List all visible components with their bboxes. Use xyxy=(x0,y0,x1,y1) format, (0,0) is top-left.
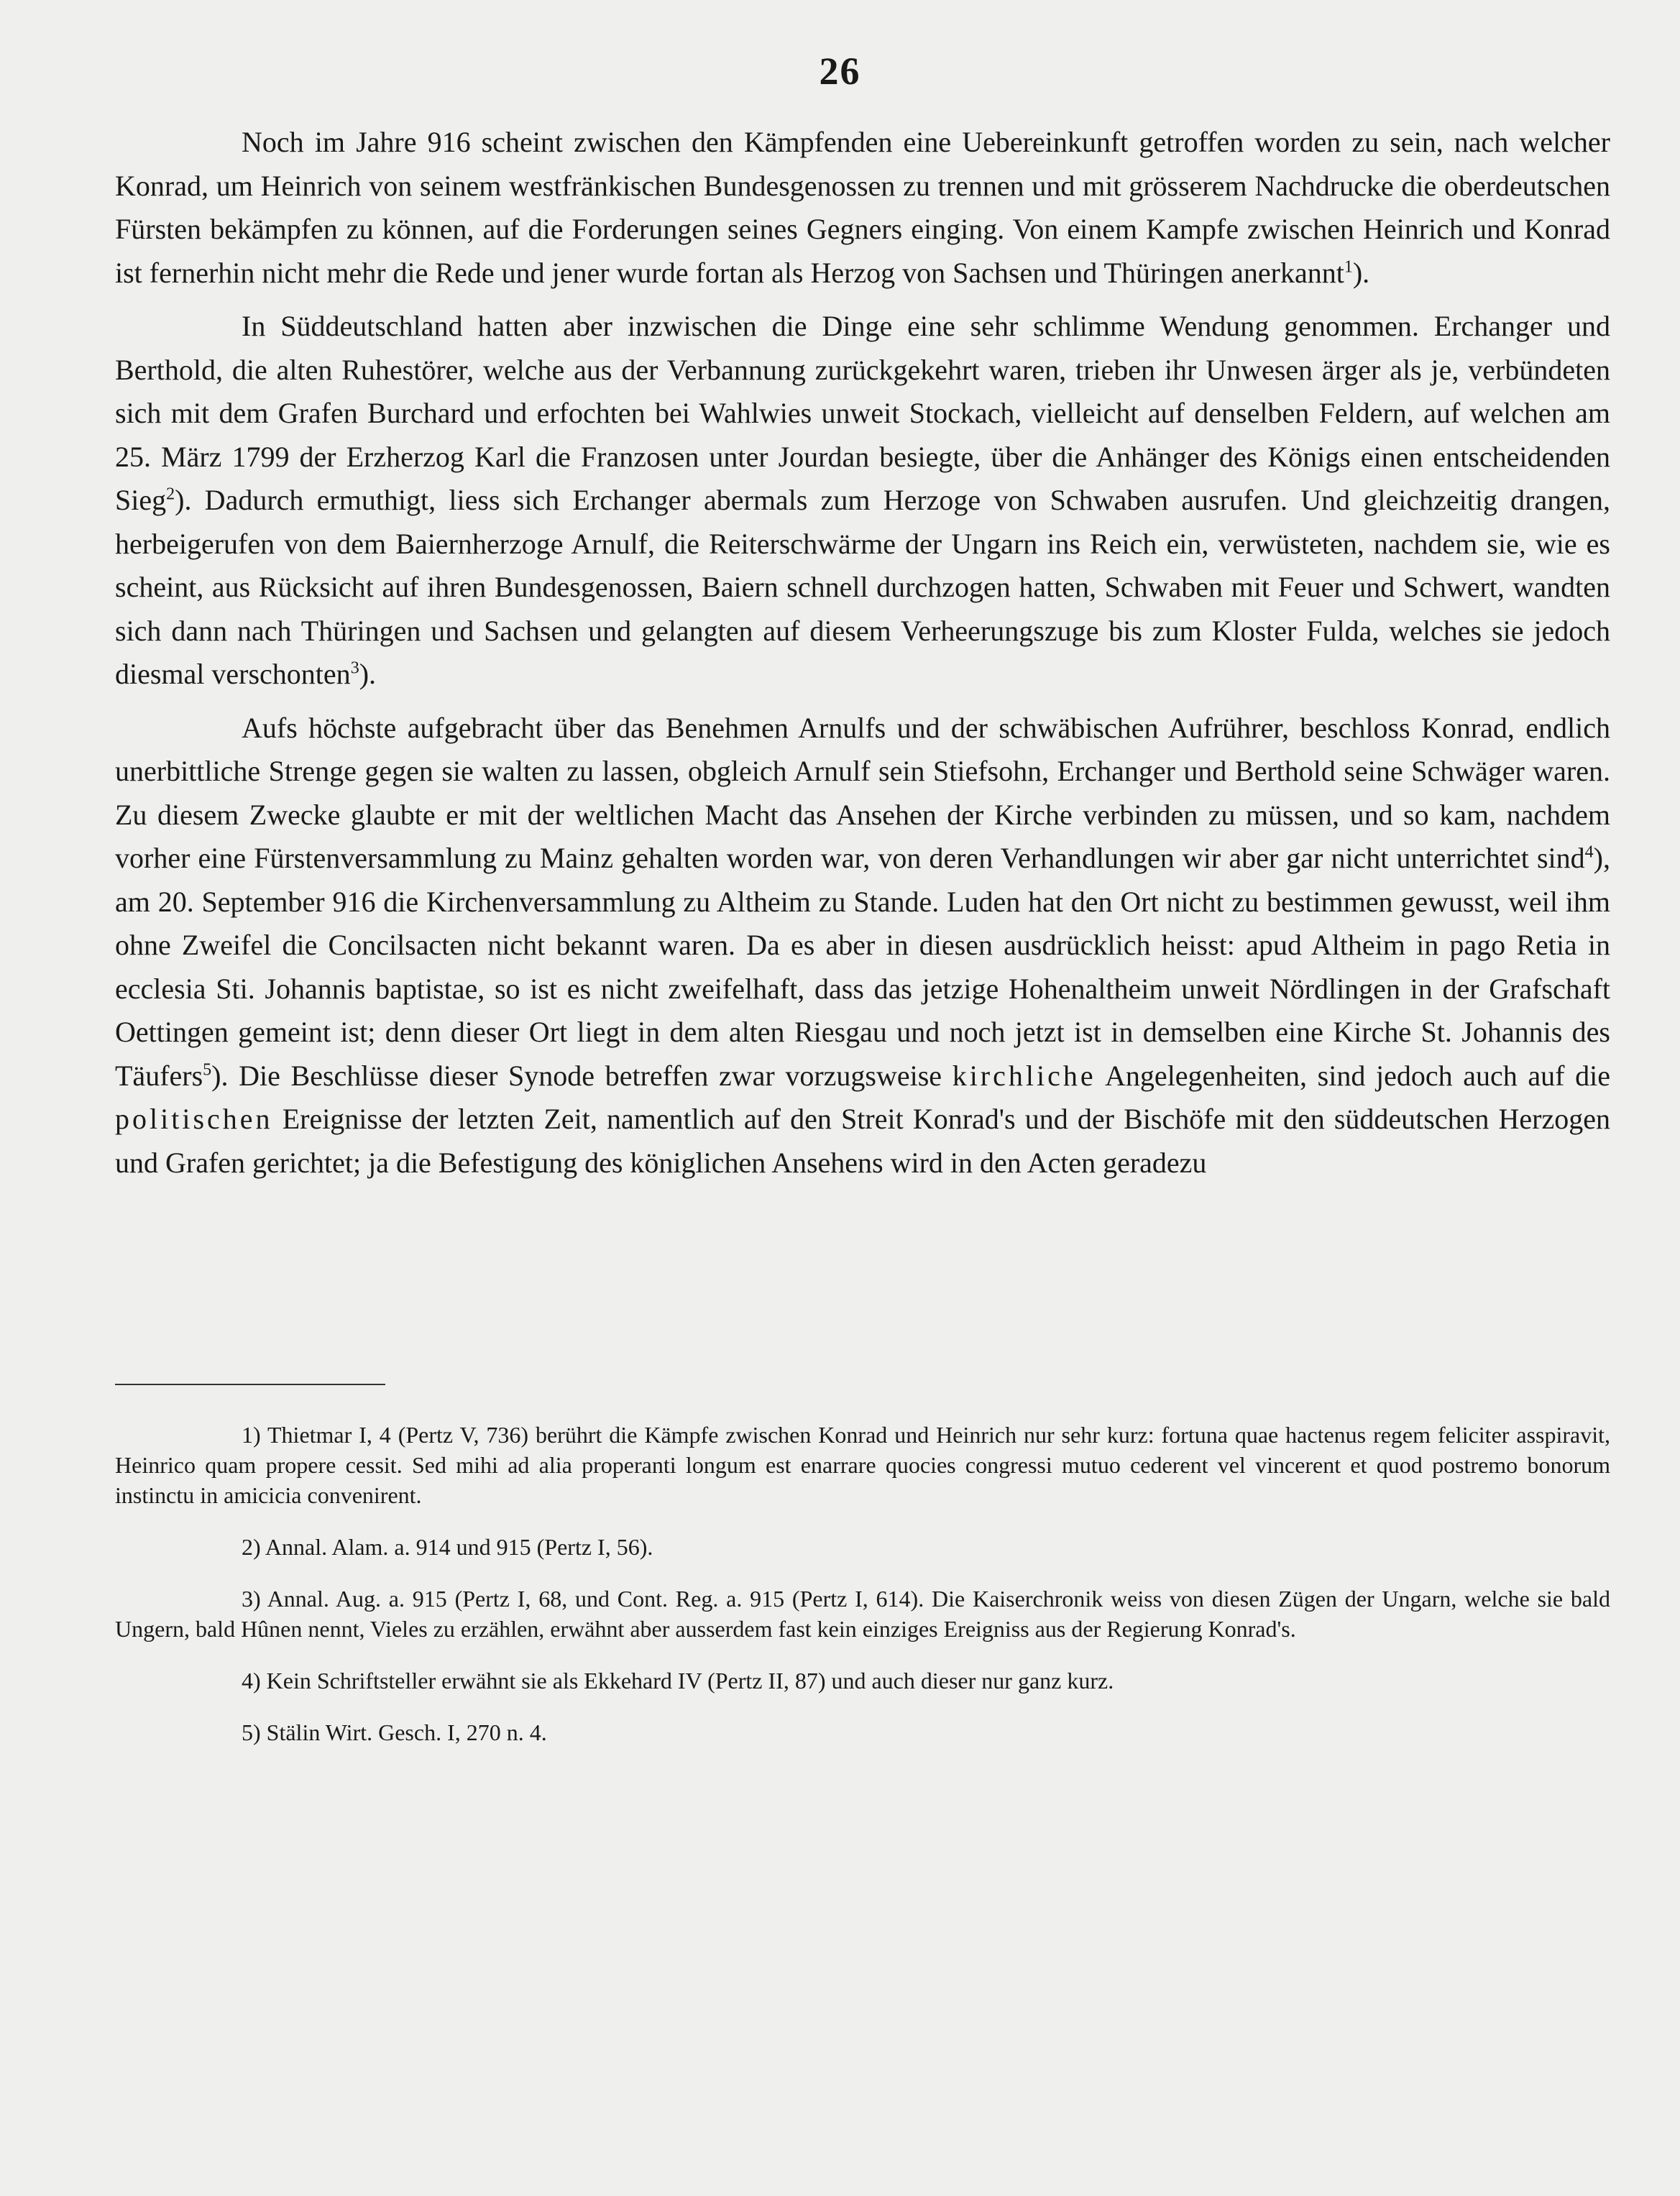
footnotes xyxy=(115,1420,1610,1769)
paragraph-text: Noch im Jahre 916 scheint zwischen den Kämpfenden eine Uebereinkunft getroffen worden zu sein, nach welcher Konrad, um Heinrich von seinem westfränkischen Bundesgenossen zu trennen und mit grösserem Nachdrucke die oberdeutschen Fürsten bekämpfen zu können, auf die Forderungen seines Gegners einging. Von einem Kampfe zwischen Heinrich und Konrad ist fernerhin nicht mehr die Rede und jener wurde fortan als Herzog von Sachsen und Thüringen anerkannt xyxy=(115,126,1610,289)
paragraph-text: In Süddeutschland hatten aber inzwischen die Dinge eine sehr schlimme Wendung genommen. Erchanger und Berthold, die alten Ruhestörer, welche aus der Verbannung zurückgekehrt waren, trieben ihr Unwesen ärger als je, verbündeten sich mit dem Grafen Burchard und erfochten bei Wahlwies unweit Stockach, vielleicht auf denselben Feldern, auf welchen am 25. März 1799 der Erzherzog Karl die Franzosen unter Jourdan besiegte, über die Anhänger des Königs einen entscheidenden Sieg xyxy=(115,310,1610,516)
paragraph-text: Aufs höchste aufgebracht über das Benehmen Arnulfs und der schwäbischen Aufrührer, beschloss Konrad, endlich unerbittliche Strenge gegen sie walten zu lassen, obgleich Arnulf sein Stiefsohn, Erchanger und Berthold seine Schwäger waren. Zu diesem Zwecke glaubte er mit der weltlichen Macht das Ansehen der Kirche verbinden zu müssen, und so kam, nachdem vorher eine Fürstenversammlung zu Mainz gehalten worden war, von deren Verhandlungen wir aber gar nicht unterrichtet sind xyxy=(115,711,1610,874)
footnote-5: 5) Stälin Wirt. Gesch. I, 270 n. 4. xyxy=(242,1719,547,1745)
paragraph-text: Ereignisse der letzten Zeit, namentlich auf den Streit Konrad's und der Bischöfe mit den süddeutschen Herzogen und Grafen gerichtet; ja die Befestigung des königlichen Ansehens wird in den Acten geradezu xyxy=(115,1103,1610,1179)
main-text xyxy=(115,121,1610,1195)
paragraph-1 xyxy=(115,121,1610,295)
footnote-ref-5: 5 xyxy=(203,1060,212,1080)
footnote-1: 1) Thietmar I, 4 (Pertz V, 736) berührt die Kämpfe zwischen Konrad und Heinrich nur sehr kurz: fortuna quae hactenus regem feliciter asspiravit, Heinrico quam propere cessit. Sed mihi ad alia properanti longum est enarrare quocies congressi mutuo cederent vel vincerent et quod postremo bonorum instinctu in amicicia convenirent. xyxy=(115,1422,1610,1508)
footnote-ref-2: 2 xyxy=(166,484,175,504)
spaced-emphasis: politischen xyxy=(115,1103,273,1135)
footnote-divider xyxy=(115,1384,385,1385)
footnote-4: 4) Kein Schriftsteller erwähnt sie als Ekkehard IV (Pertz II, 87) und auch dieser nur ganz kurz. xyxy=(242,1668,1114,1694)
paragraph-text: ), am 20. September 916 die Kirchenversammlung zu Altheim zu Stande. Luden hat den Ort nicht zu bestimmen gewusst, weil ihm ohne Zweifel die Concilsacten nicht bekannt waren. Da es aber in diesen ausdrücklich heisst: apud Altheim in pago Retia in ecclesia Sti. Johannis baptistae, so ist es nicht zweifelhaft, dass das jetzige Hohenaltheim unweit Nördlingen in der Grafschaft Oettingen gemeint ist; denn dieser Ort liegt in dem alten Riesgau und noch jetzt ist in demselben eine Kirche St. Johannis des Täufers xyxy=(115,842,1610,1092)
paragraph-text: ). xyxy=(359,658,377,690)
paragraph-text: ). Die Beschlüsse dieser Synode betreffen zwar vorzugsweise xyxy=(211,1059,942,1092)
spaced-emphasis: kirchliche xyxy=(952,1059,1096,1092)
paragraph-text: ). xyxy=(1352,256,1370,289)
paragraph-3 xyxy=(115,707,1610,1185)
paragraph-text: Angelegenheiten, sind jedoch auch auf die xyxy=(1105,1059,1611,1092)
paragraph-text: ). Dadurch ermuthigt, liess sich Erchanger abermals zum Herzoge von Schwaben ausrufen. Und gleichzeitig drangen, herbeigerufen von dem Baiernherzoge Arnulf, die Reiterschwärme der Ungarn ins Reich ein, verwüsteten, nachdem sie, wie es scheint, aus Rücksicht auf ihren Bundesgenossen, Baiern schnell durchzogen hatten, Schwaben mit Feuer und Schwert, wandten sich dann nach Thüringen und Sachsen und gelangten auf diesem Verheerungszuge bis zum Kloster Fulda, welches sie jedoch diesmal verschonten xyxy=(115,484,1610,690)
page-number: 26 xyxy=(819,50,861,93)
footnote-ref-3: 3 xyxy=(350,658,359,678)
footnote-3: 3) Annal. Aug. a. 915 (Pertz I, 68, und Cont. Reg. a. 915 (Pertz I, 614). Die Kaiserchronik weiss von diesen Zügen der Ungarn, welche sie bald Ungern, bald Hûnen nennt, Vieles zu erzählen, erwähnt aber ausserdem fast kein einziges Ereigniss aus der Regierung Konrad's. xyxy=(115,1586,1610,1642)
footnote-2: 2) Annal. Alam. a. 914 und 915 (Pertz I, 56). xyxy=(242,1534,653,1560)
paragraph-2 xyxy=(115,305,1610,697)
footnote-ref-1: 1 xyxy=(1344,257,1353,277)
footnote-ref-4: 4 xyxy=(1584,842,1594,862)
